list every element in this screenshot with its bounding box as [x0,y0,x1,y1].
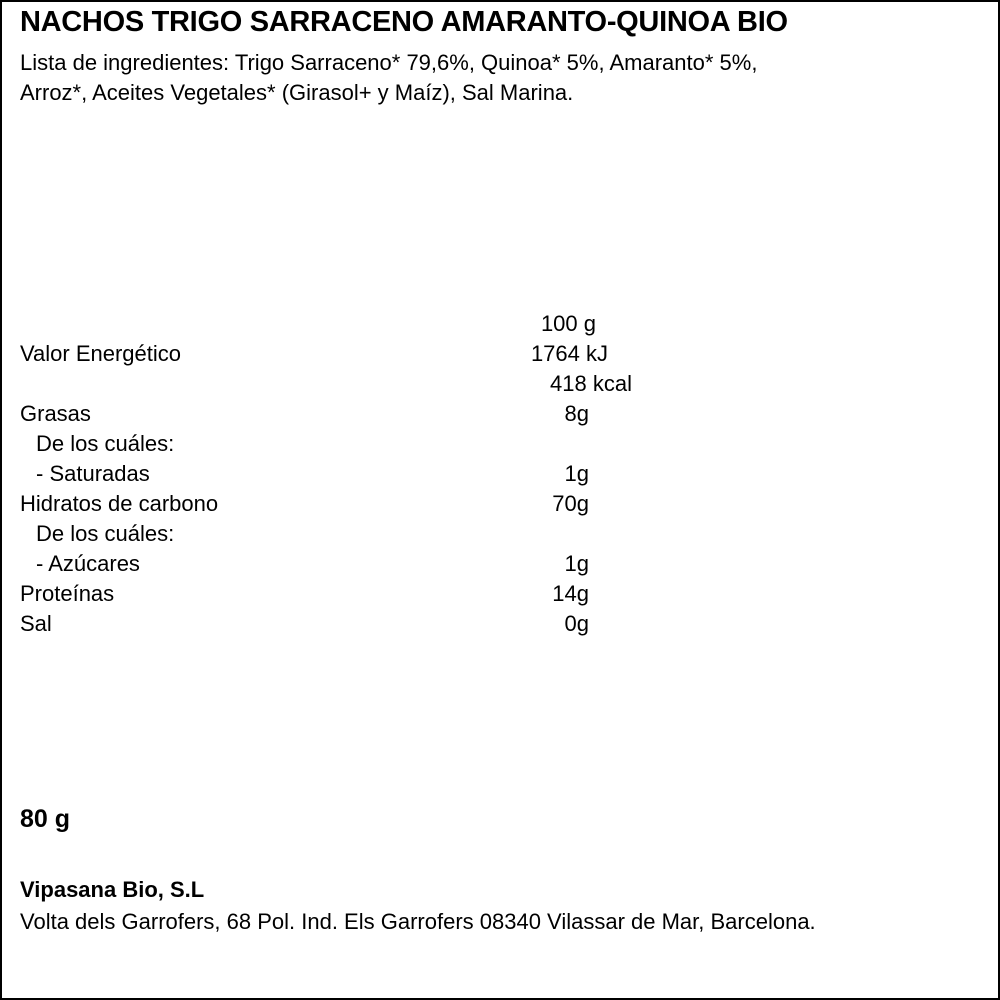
nutrient-value: 1g [564,551,589,576]
manufacturer-name: Vipasana Bio, S.L [20,877,205,902]
nutrient-value: 14g [552,581,589,606]
nutrient-label: Grasas [20,401,91,426]
manufacturer-address: Volta dels Garrofers, 68 Pol. Ind. Els Garrofers 08340 Vilassar de Mar, Barcelona. [20,909,816,934]
nutrition-header-row [20,309,660,339]
per-100g-header: 100 g [540,311,596,336]
nutrition-row-fat-subheading [20,429,660,459]
nutrient-label: Proteínas [20,581,115,606]
nutrient-value: 70g [552,491,589,516]
nutrition-row-carbohydrates [20,489,660,519]
nutrient-label: Valor Energético [20,341,182,366]
nutrient-value: 418 kcal [550,371,632,396]
ingredients-line: Lista de ingredientes: Trigo Sarraceno* 79,6%, Quinoa* 5%, Amaranto* 5%, [20,50,758,75]
nutrition-row-salt [20,609,660,639]
nutrient-label: Hidratos de carbono [20,491,219,516]
nutrient-value: 1764 kJ [530,341,608,366]
nutrition-row-fat [20,399,660,429]
nutrition-row-sugars [20,549,660,579]
net-weight: 80 g [20,805,71,833]
product-title: NACHOS TRIGO SARRACENO AMARANTO-QUINOA BIO [20,6,788,38]
nutrient-label: Sal [20,611,52,636]
nutrition-row-energy-kj [20,339,660,369]
nutrient-sublabel: De los cuáles: [36,521,175,546]
nutrition-row-carbs-subheading [20,519,660,549]
nutrient-value: 8g [564,401,589,426]
nutrient-sublabel: - Saturadas [36,461,150,486]
ingredients-line: Arroz*, Aceites Vegetales* (Girasol+ y Maíz), Sal Marina. [20,80,574,105]
nutrition-row-protein [20,579,660,609]
nutrient-sublabel: De los cuáles: [36,431,175,456]
nutrition-table [20,309,660,639]
nutrition-row-energy-kcal [20,369,660,399]
nutrient-value: 0g [564,611,589,636]
nutrient-value: 1g [564,461,589,486]
nutrient-sublabel: - Azúcares [36,551,140,576]
ingredients-list [20,48,980,108]
nutrition-row-saturated [20,459,660,489]
